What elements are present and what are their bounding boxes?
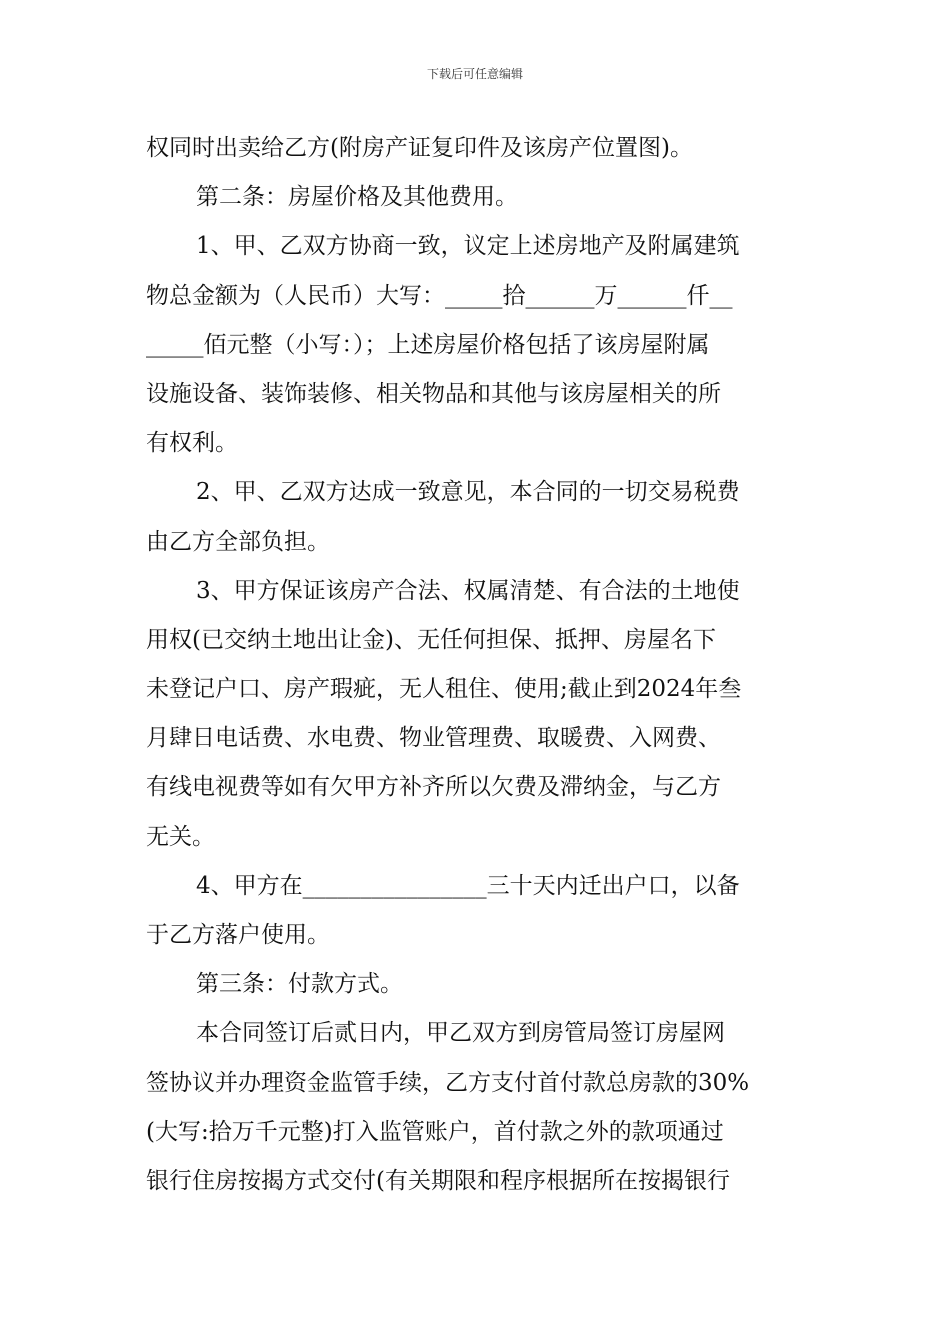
- text-line: 用权(已交纳土地出让金)、无任何担保、抵押、房屋名下: [146, 626, 716, 653]
- text-line: 于乙方落户使用。: [146, 922, 330, 948]
- text-line: 2、甲、乙双方达成一致意见，本合同的一切交易税费: [196, 479, 740, 506]
- text-line: 未登记户口、房产瑕疵，无人租住、使用;截止到2024年叁: [146, 676, 742, 703]
- text-line: 权同时出卖给乙方(附房产证复印件及该房产位置图)。: [146, 135, 693, 161]
- text-line: 有权利。: [146, 430, 238, 457]
- text-line: 物总金额为（人民币）大写：_____拾______万______仟__: [146, 282, 733, 309]
- text-line: 由乙方全部负担。: [146, 528, 330, 555]
- text-line: 签协议并办理资金监管手续，乙方支付首付款总房款的30%: [146, 1069, 750, 1096]
- page-header-note: 下载后可任意编辑: [426, 67, 523, 81]
- document-body: [146, 124, 810, 1206]
- text-line: 本合同签订后贰日内，甲乙双方到房管局签订房屋网: [196, 1020, 725, 1047]
- text-line: 月肆日电话费、水电费、物业管理费、取暖费、入网费、: [146, 725, 721, 752]
- text-line: 银行住房按揭方式交付(有关期限和程序根据所在按揭银行: [146, 1167, 730, 1194]
- text-line: 4、甲方在________________三十天内迁出户口，以备: [196, 872, 740, 899]
- text-line: 第三条：付款方式。: [196, 971, 403, 998]
- text-line: 无关。: [146, 823, 215, 850]
- text-line: (大写:拾万千元整)打入监管账户，首付款之外的款项通过: [146, 1118, 724, 1145]
- text-line: 3、甲方保证该房产合法、权属清楚、有合法的土地使: [196, 577, 740, 604]
- text-line: 第二条：房屋价格及其他费用。: [196, 184, 518, 211]
- text-line: 1、甲、乙双方协商一致，议定上述房地产及附属建筑: [196, 233, 740, 260]
- text-line: 设施设备、装饰装修、相关物品和其他与该房屋相关的所: [146, 380, 721, 407]
- text-line: _____佰元整（小写：）；上述房屋价格包括了该房屋附属: [146, 331, 710, 358]
- text-line: 有线电视费等如有欠甲方补齐所以欠费及滞纳金，与乙方: [146, 774, 721, 801]
